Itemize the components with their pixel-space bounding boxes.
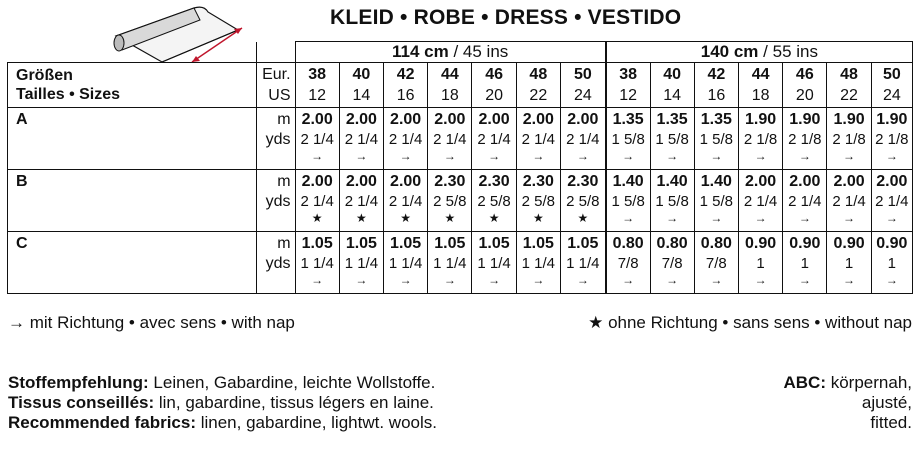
unit-labels — [257, 108, 295, 170]
yardage-cell — [295, 170, 339, 232]
nap-symbol: → — [532, 149, 545, 163]
meters-value: 1.40 — [656, 173, 688, 190]
nap-symbol: ★ — [400, 211, 411, 225]
nap-symbol: → — [622, 273, 635, 287]
yards-value: 2 1/8 — [875, 131, 909, 148]
yardage-cell — [295, 108, 339, 170]
yards-value: 2 5/8 — [477, 193, 511, 210]
size-us: 16 — [396, 87, 415, 104]
fit-label: ABC: — [783, 373, 826, 392]
meters-value: 1.05 — [478, 235, 510, 252]
size-header-cell — [472, 63, 516, 108]
fabric-text: linen, gabardine, lightwt. wools. — [196, 413, 437, 432]
size-header-cell — [827, 63, 871, 108]
size-us: 20 — [795, 87, 814, 104]
nap-symbol: → — [798, 273, 811, 287]
yardage-cell — [871, 170, 912, 232]
size-us: 20 — [485, 87, 503, 104]
yards-value: 7/8 — [661, 255, 683, 272]
meters-value: 1.05 — [345, 235, 377, 252]
yards-value: 2 1/4 — [300, 131, 334, 148]
size-header-cell — [516, 63, 560, 108]
meters-value: 0.90 — [789, 235, 821, 252]
nap-symbol: → — [355, 149, 368, 163]
nap-symbol: → — [443, 149, 456, 163]
fabric-text: Leinen, Gabardine, leichte Wollstoffe. — [148, 373, 436, 392]
nap-symbol: → — [885, 273, 898, 287]
size-us: 22 — [529, 87, 548, 104]
nap-symbol: → — [666, 273, 679, 287]
width-header-140 — [606, 42, 913, 63]
size-header-cell — [606, 63, 650, 108]
size-us: 18 — [440, 87, 459, 104]
nap-symbol: → — [666, 149, 679, 163]
yards-value: 1 5/8 — [699, 193, 734, 210]
meters-value: 2.00 — [876, 173, 908, 190]
corner-cell — [8, 42, 257, 63]
yardage-cell — [650, 170, 694, 232]
yards-value: 2 1/4 — [388, 193, 423, 210]
meters-value: 1.90 — [833, 111, 865, 128]
yards-value: 2 1/8 — [788, 131, 822, 148]
yardage-cell — [694, 170, 738, 232]
nap-symbol: ★ — [444, 211, 456, 225]
yardage-cell — [295, 232, 339, 294]
yardage-cell — [694, 232, 738, 294]
meters-value: 2.30 — [478, 173, 510, 190]
yardage-cell — [560, 232, 605, 294]
size-us: 18 — [751, 87, 770, 104]
corner-cell — [257, 42, 295, 63]
yardage-cell — [472, 108, 516, 170]
yards-value: 2 5/8 — [566, 193, 600, 210]
fabric-line-de — [8, 373, 437, 393]
nap-symbol: ★ — [311, 211, 323, 225]
yardage-cell — [428, 232, 472, 294]
meters-value: 1.05 — [567, 235, 599, 252]
nap-symbol: ★ — [577, 211, 589, 225]
yards-value: 1 5/8 — [655, 193, 689, 210]
view-label: A — [8, 108, 257, 170]
nap-symbol: → — [311, 273, 324, 287]
yardage-cell — [783, 108, 827, 170]
meters-value: 0.90 — [745, 235, 777, 252]
size-eur: 38 — [619, 66, 638, 83]
size-header-cell — [650, 63, 694, 108]
view-row — [8, 108, 913, 170]
nap-symbol: → — [355, 273, 368, 287]
view-label: C — [8, 232, 257, 294]
meters-value: 2.00 — [301, 111, 333, 128]
yards-value: 7/8 — [617, 255, 639, 272]
width-header-row — [8, 42, 913, 63]
yards-value: 1 5/8 — [611, 131, 645, 148]
yards-value: 2 1/4 — [566, 131, 600, 148]
size-row — [8, 63, 913, 108]
yards-value: 1 1/4 — [433, 255, 467, 272]
fabric-label: Stoffempfehlung: — [8, 373, 149, 392]
fit-line1: körpernah, — [826, 373, 912, 392]
meters-value: 2.00 — [301, 173, 333, 190]
yards-value: 2 5/8 — [433, 193, 467, 210]
meters-value: 1.35 — [656, 111, 688, 128]
yards-value: 2 1/4 — [477, 131, 511, 148]
meters-value: 1.40 — [700, 173, 732, 190]
nap-symbol: → — [311, 149, 324, 163]
yardage-cell — [738, 170, 782, 232]
unit-m: m — [277, 173, 291, 190]
yards-value: 2 5/8 — [521, 193, 555, 210]
size-us: 14 — [352, 87, 371, 104]
yardage-cell — [650, 232, 694, 294]
unit-labels — [257, 232, 295, 294]
fabric-recommendations — [8, 373, 437, 433]
meters-value: 1.90 — [745, 111, 777, 128]
fabric-line-en — [8, 413, 437, 433]
meters-value: 1.05 — [522, 235, 554, 252]
meters-value: 1.90 — [876, 111, 908, 128]
width-metric: 114 cm — [392, 42, 449, 61]
yardage-cell — [694, 108, 738, 170]
yardage-cell — [472, 232, 516, 294]
yardage-cell — [560, 108, 605, 170]
nap-symbol: → — [798, 211, 811, 225]
yardage-cell — [871, 232, 912, 294]
nap-symbol: → — [885, 149, 898, 163]
yardage-cell — [428, 108, 472, 170]
yards-value: 2 1/4 — [388, 131, 423, 148]
meters-value: 2.00 — [345, 111, 377, 128]
yards-value: 2 1/4 — [433, 131, 467, 148]
yardage-cell — [339, 108, 383, 170]
yardage-cell — [339, 170, 383, 232]
unit-yds: yds — [265, 255, 291, 272]
size-us: 12 — [619, 87, 638, 104]
yardage-cell — [516, 232, 560, 294]
yards-value: 7/8 — [705, 255, 727, 272]
size-eur: 42 — [396, 66, 415, 83]
size-eur: 46 — [795, 66, 814, 83]
yards-value: 1 — [887, 255, 896, 272]
fabric-label: Recommended fabrics: — [8, 413, 196, 432]
nap-symbol: → — [399, 149, 412, 163]
yardage-cell — [827, 232, 871, 294]
meters-value: 1.90 — [789, 111, 821, 128]
yards-value: 2 1/8 — [832, 131, 866, 148]
nap-symbol: → — [843, 273, 856, 287]
fabric-line-fr — [8, 393, 437, 413]
meters-value: 2.00 — [567, 111, 599, 128]
nap-symbol: ★ — [532, 211, 544, 225]
meters-value: 2.00 — [522, 111, 554, 128]
yardage-cell — [738, 108, 782, 170]
size-us: 16 — [707, 87, 726, 104]
us-label: US — [268, 87, 291, 104]
width-imperial: / 45 ins — [453, 42, 509, 61]
yards-value: 2 1/4 — [344, 131, 379, 148]
yardage-table — [7, 41, 913, 294]
nap-symbol: → — [843, 211, 856, 225]
page-title: KLEID • ROBE • DRESS • VESTIDO — [330, 6, 682, 29]
yardage-cell — [738, 232, 782, 294]
yards-value: 1 — [800, 255, 809, 272]
nap-symbol: → — [532, 273, 545, 287]
size-eur: 48 — [840, 66, 858, 83]
yardage-cell — [384, 170, 428, 232]
width-imperial: / 55 ins — [763, 42, 818, 61]
yardage-cell — [783, 170, 827, 232]
meters-value: 1.05 — [390, 235, 422, 252]
meters-value: 1.05 — [301, 235, 333, 252]
nap-symbol: → — [885, 211, 898, 225]
yards-value: 2 1/4 — [788, 193, 822, 210]
nap-symbol: → — [622, 211, 635, 225]
fit-line2: ajusté, — [861, 393, 912, 412]
nap-symbol: ★ — [488, 211, 500, 225]
size-header-cell — [738, 63, 782, 108]
nap-symbol: → — [576, 149, 589, 163]
yards-value: 2 1/4 — [344, 193, 379, 210]
size-eur: 50 — [573, 66, 592, 83]
yards-value: 2 1/8 — [743, 131, 778, 148]
size-eur: 44 — [440, 66, 459, 83]
size-label-line1: Größen — [16, 67, 73, 84]
meters-value: 0.80 — [700, 235, 732, 252]
fit-note — [784, 373, 913, 433]
width-header-114 — [295, 42, 606, 63]
yards-value: 1 1/4 — [300, 255, 334, 272]
view-row — [8, 170, 913, 232]
size-us: 14 — [663, 87, 682, 104]
size-label-line2: Tailles • Sizes — [16, 86, 121, 103]
meters-value: 2.30 — [522, 173, 554, 190]
meters-value: 2.30 — [567, 173, 599, 190]
unit-labels — [257, 170, 295, 232]
yards-value: 1 1/4 — [344, 255, 379, 272]
size-us: 22 — [840, 87, 858, 104]
nap-symbol: → — [710, 211, 723, 225]
meters-value: 0.90 — [833, 235, 865, 252]
size-header-cell — [783, 63, 827, 108]
fabric-text: lin, gabardine, tissus légers en laine. — [154, 393, 434, 412]
yardage-cell — [428, 170, 472, 232]
meters-value: 1.35 — [700, 111, 732, 128]
nap-symbol: → — [576, 273, 589, 287]
size-eur: 44 — [751, 66, 770, 83]
yardage-cell — [606, 170, 650, 232]
unit-yds: yds — [265, 131, 291, 148]
meters-value: 2.00 — [833, 173, 865, 190]
size-system-label — [257, 63, 295, 108]
view-label: B — [8, 170, 257, 232]
yardage-cell — [516, 170, 560, 232]
size-header-cell — [428, 63, 472, 108]
size-header-cell — [694, 63, 738, 108]
yardage-cell — [871, 108, 912, 170]
size-eur: 46 — [485, 66, 503, 83]
nap-symbol: → — [399, 273, 412, 287]
meters-value: 2.00 — [390, 173, 422, 190]
nap-symbol: ★ — [356, 211, 367, 225]
yards-value: 1 1/4 — [566, 255, 600, 272]
yards-value: 1 — [844, 255, 854, 272]
view-row — [8, 232, 913, 294]
size-us: 12 — [308, 87, 327, 104]
nap-symbol: → — [443, 273, 456, 287]
yardage-cell — [827, 108, 871, 170]
size-eur: 40 — [352, 66, 371, 83]
yardage-cell — [606, 108, 650, 170]
yardage-cell — [650, 108, 694, 170]
meters-value: 2.00 — [789, 173, 821, 190]
nap-symbol: → — [798, 149, 811, 163]
meters-value: 2.00 — [345, 173, 377, 190]
yards-value: 1 — [756, 255, 765, 272]
size-label — [8, 63, 257, 108]
meters-value: 2.30 — [434, 173, 466, 190]
yards-value: 1 5/8 — [611, 193, 645, 210]
size-eur: 42 — [707, 66, 726, 83]
eur-label: Eur. — [262, 66, 291, 83]
meters-value: 0.80 — [656, 235, 688, 252]
size-header-cell — [871, 63, 912, 108]
width-metric: 140 cm — [700, 42, 759, 61]
yardage-cell — [339, 232, 383, 294]
size-eur: 50 — [882, 66, 901, 83]
yards-value: 1 5/8 — [655, 131, 689, 148]
nap-symbol: → — [710, 149, 723, 163]
nap-symbol: → — [843, 149, 856, 163]
yardage-cell — [783, 232, 827, 294]
meters-value: 2.00 — [390, 111, 422, 128]
yardage-cell — [384, 232, 428, 294]
yardage-cell — [472, 170, 516, 232]
legend-without-nap: ★ ohne Richtung • sans sens • without nap — [588, 313, 912, 332]
meters-value: 0.80 — [612, 235, 644, 252]
yards-value: 2 1/4 — [875, 193, 909, 210]
fit-line3: fitted. — [870, 413, 912, 432]
unit-m: m — [277, 235, 291, 252]
yards-value: 2 1/4 — [300, 193, 334, 210]
yards-value: 1 5/8 — [699, 131, 734, 148]
meters-value: 2.00 — [478, 111, 510, 128]
yards-value: 2 1/4 — [521, 131, 555, 148]
legend-with-nap: → mit Richtung • avec sens • with nap — [8, 313, 295, 332]
meters-value: 2.00 — [745, 173, 777, 190]
meters-value: 0.90 — [876, 235, 908, 252]
nap-symbol: → — [488, 273, 501, 287]
yardage-cell — [516, 108, 560, 170]
unit-m: m — [277, 111, 291, 128]
yards-value: 2 1/4 — [743, 193, 778, 210]
nap-symbol: → — [754, 211, 767, 225]
size-eur: 40 — [663, 66, 682, 83]
size-eur: 48 — [529, 66, 548, 83]
yardage-cell — [606, 232, 650, 294]
yardage-cell — [827, 170, 871, 232]
nap-symbol: → — [710, 273, 723, 287]
meters-value: 1.35 — [612, 111, 644, 128]
yards-value: 1 1/4 — [521, 255, 555, 272]
meters-value: 1.05 — [434, 235, 466, 252]
nap-symbol: → — [622, 149, 635, 163]
size-header-cell — [560, 63, 605, 108]
unit-yds: yds — [265, 193, 291, 210]
yardage-cell — [560, 170, 605, 232]
nap-symbol: → — [754, 273, 767, 287]
meters-value: 1.40 — [612, 173, 644, 190]
size-us: 24 — [882, 87, 901, 104]
size-us: 24 — [573, 87, 592, 104]
meters-value: 2.00 — [434, 111, 466, 128]
yards-value: 1 1/4 — [388, 255, 423, 272]
nap-symbol: → — [754, 149, 767, 163]
size-eur: 38 — [308, 66, 327, 83]
nap-symbol: → — [488, 149, 501, 163]
yards-value: 1 1/4 — [477, 255, 511, 272]
fabric-label: Tissus conseillés: — [8, 393, 155, 412]
yardage-cell — [384, 108, 428, 170]
size-header-cell — [384, 63, 428, 108]
size-header-cell — [295, 63, 339, 108]
nap-symbol: → — [666, 211, 679, 225]
size-header-cell — [339, 63, 383, 108]
yards-value: 2 1/4 — [832, 193, 866, 210]
